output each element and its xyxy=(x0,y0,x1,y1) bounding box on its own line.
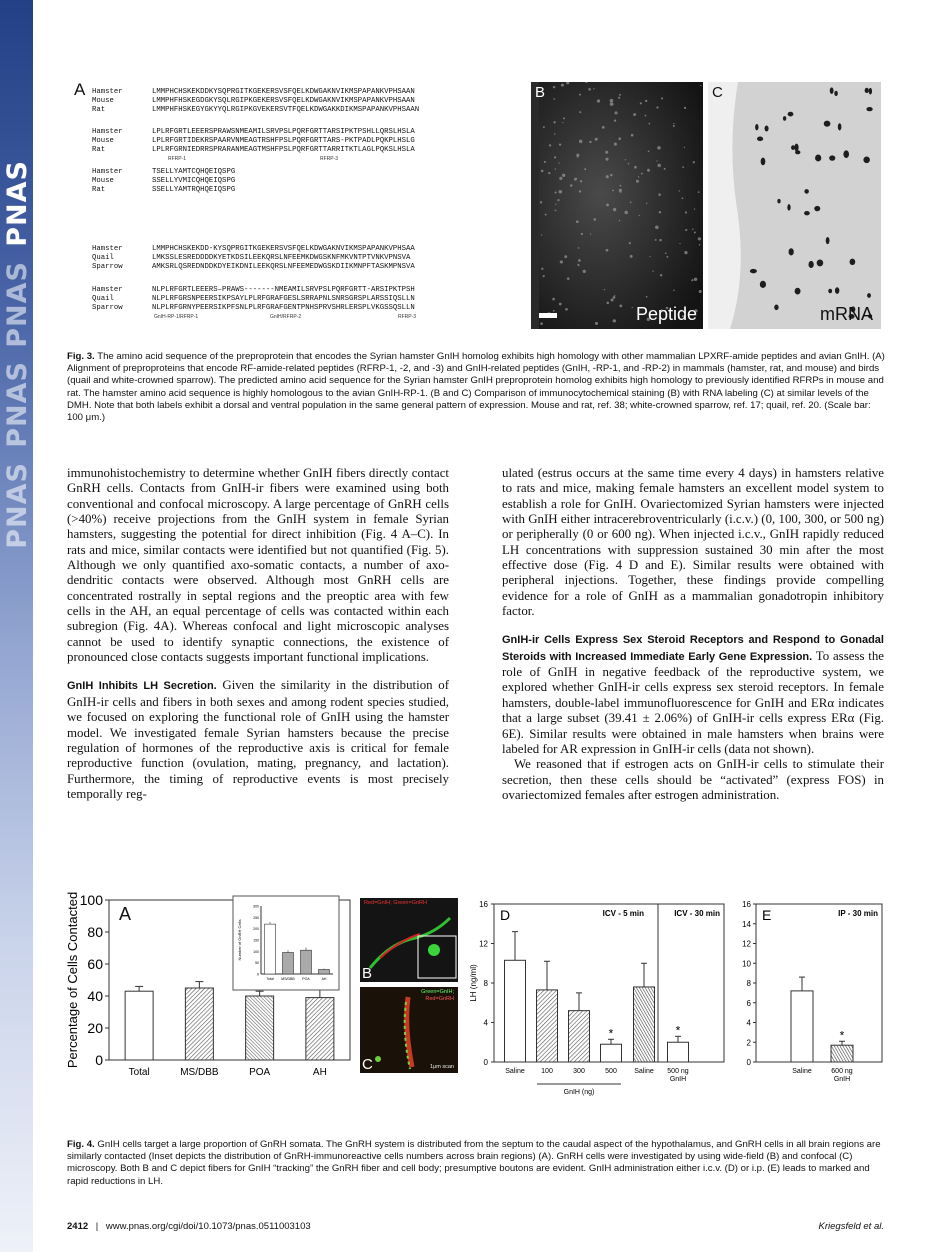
species-name: Hamster xyxy=(92,88,123,96)
inset-y-tick-label: 150 xyxy=(253,938,259,943)
x-tick-label: GnIH xyxy=(833,1076,851,1083)
x-tick-label: 500 ng xyxy=(667,1068,689,1075)
panel-letter: A xyxy=(74,80,86,99)
species-name: Hamster xyxy=(92,168,123,176)
bar xyxy=(634,987,655,1062)
running-author: Kriegsfeld et al. xyxy=(818,1221,884,1232)
y-tick-label: 2 xyxy=(746,1038,751,1048)
y-axis-label: LH (ng/ml) xyxy=(469,964,478,1002)
inset-x-tick-label: POA xyxy=(302,977,310,981)
amino-acid-sequence: LPLRFGRTLEEERSPRAWSNMEAMILSRVPSLPQRFGRTTARSIPKTPSHLLQRSLHSLA xyxy=(152,128,415,136)
peptide-label: RFRP-3 xyxy=(320,156,339,162)
page-number: 2412 xyxy=(67,1221,89,1232)
amino-acid-sequence: SSELLYVMICQHQEIQSPG xyxy=(152,177,236,186)
alignment-block-mammal-1 xyxy=(92,88,419,116)
group-header: IP - 30 min xyxy=(838,909,878,918)
peptide-label: GnIH/RFRP-2 xyxy=(270,314,302,320)
species-name: Quail xyxy=(92,295,114,304)
alignment-row xyxy=(92,186,235,195)
caption-text: GnIH cells target a large proportion of GnRH somata. The GnRH system is distributed from the septum to the caudal aspect of the hypothalamus, and GnRH cells in all brain regions are similarly contacted (Inset depicts the distribution of GnRH-immunoreactive cells numbers across brain regions) (A). GnRH cells were investigated by using wide-field (B) and confocal (C) microscopy. Both B and C depict fibers for GnIH “tracking” the GnRH fiber and cell body; presumptive boutons are evident. GnIH administration either i.c.v. (D) or i.p. (E) leads to marked and rapid reductions in LH. xyxy=(67,1139,881,1187)
amino-acid-sequence: LPLRFGRNIEDRRSPRARANMEAGTMSHFPSLPQRFGRTTARRITKTLAGLPQKSLHSLA xyxy=(152,146,415,155)
amino-acid-sequence: NLPLRFGRTLEEERS–PRAWS-------NMEAMILSRVPSLPQRFGRTT-ARSIPKTPSH xyxy=(152,286,415,294)
y-tick-label: 16 xyxy=(479,900,488,909)
panel-label: mRNA xyxy=(820,304,873,324)
chart-e xyxy=(734,898,884,1098)
y-tick-label: 6 xyxy=(746,998,751,1008)
paragraph: To assess the role of GnIH in negative feedback of the reproductive system, we explored whether GnIH-ir cells express sex steroid receptors. In female hamsters, double-label immunofluorescence for GnIH and ERα indicates that a large subset (39.41 ± 2.06%) of GnIH-ir cells express ERα (Fig. 6E). Similar results were obtained in male hamsters when brains were labeled for AR expression in GnIH-ir cells (data not shown). xyxy=(502,648,884,756)
bar xyxy=(125,991,153,1060)
fig3-panel-a xyxy=(74,80,524,329)
peptide-label: RFRP-1 xyxy=(168,156,187,162)
alignment-row xyxy=(92,286,415,295)
fig4-panels-bc xyxy=(360,898,458,1073)
bar xyxy=(505,960,526,1062)
fig3-caption xyxy=(67,351,885,424)
amino-acid-sequence: TSELLYAMTCQHQEIQSPG xyxy=(152,168,236,176)
stain-legend-line: Green=GnIH; xyxy=(421,989,454,995)
significance-star: * xyxy=(839,1028,845,1043)
caption-text: The amino acid sequence of the preproprotein that encodes the Syrian hamster GnIH homolog exhibits high homology with other mammalian LPXRF-amide peptides and avian GnIH. (A) Alignment of preproproteins that encode RF-amide-related peptides (RFRP-1, -2, and -3) and GnIH-related peptides (GnIH, -RP-1, and -RP-2) in mammals (hamster, rat, and mouse) and birds (quail and white-crowned sparrow). The predicted amino acid sequence for the Syrian hamster GnIH preproprotein homolog exhibits high homology to previously identified RFRPs in mouse and rat. The hamster amino acid sequence is highly homologous to the avian GnIH-RP-1. (B and C) Comparison of immunocytochemical staining (B) with RNA labeling (C) at similar levels of the DMH. Note that both labels exhibit a dorsal and ventral population in the same general pattern of expression. Mouse and rat, ref. 38; white-crowned sparrow, ref. 17; quail, ref. 20. (Scale bar: 100 μm.) xyxy=(67,351,885,424)
stain-legend-line: Red=GnRH xyxy=(425,996,454,1002)
section-heading: GnIH-ir Cells Express Sex Steroid Receptors and Respond to Gonadal Steroids with Increased Immediate Early Gene Expression. xyxy=(502,634,884,663)
alignment-row xyxy=(92,97,419,106)
amino-acid-sequence: LMKSSLESREDDDDKYETKDSILEEKQRSLNFEEMKDWGSKNFMKVNTPTVNKVPNSVA xyxy=(152,254,411,263)
scan-label: 1μm scan xyxy=(430,1064,454,1070)
x-tick-label: POA xyxy=(249,1067,271,1078)
caption-lead: Fig. 3. xyxy=(67,351,95,362)
alignment-row xyxy=(92,128,415,137)
caption-lead: Fig. 4. xyxy=(67,1139,95,1150)
y-tick-label: 8 xyxy=(483,979,488,988)
plot-frame xyxy=(756,904,882,1062)
x-tick-label: GnIH xyxy=(669,1076,687,1083)
fig4-panel-e xyxy=(734,898,884,1098)
inset-bar xyxy=(265,924,276,974)
inset-x-tick-label: AH xyxy=(321,977,327,981)
y-tick-label: 10 xyxy=(742,959,751,969)
y-tick-label: 40 xyxy=(87,988,103,1004)
species-name: Mouse xyxy=(92,97,114,106)
page-footer xyxy=(67,1221,311,1232)
alignment-row xyxy=(92,177,235,186)
amino-acid-sequence: LMMPHFHSKEGYGKYYQLRGIPKGVEKERSVTFQELKDWGAKKDIKMSPAPANKVPHSAAN xyxy=(152,106,420,115)
fig3-panel-c-micrograph xyxy=(708,82,881,329)
stain-legend xyxy=(421,989,454,1003)
inset-x-tick-label: Total xyxy=(266,977,274,981)
bar xyxy=(668,1042,689,1062)
brand-text-repeat: PNAS xyxy=(1,462,33,549)
peptide-label: GnIH-RP-1/RFRP-1 xyxy=(154,314,199,320)
y-tick-label: 12 xyxy=(479,939,488,949)
mrna-micrograph xyxy=(708,82,881,329)
y-tick-label: 80 xyxy=(87,924,103,940)
alignment-row xyxy=(92,146,415,155)
alignment-row xyxy=(92,168,235,177)
bar xyxy=(569,1011,590,1062)
paragraph: immunohistochemistry to determine whether GnIH fibers directly contact GnRH cells. Contacts from GnIH-ir fibers were examined using both conventional and confocal microscopy. A large percentage of GnRH cells (>40%) receive projections from the GnIH system in female Syrian hamsters, suggesting the potential for direct inhibition (Fig. 4 A–C). In rats and mice, similar contacts were identified but not quantified (Fig. 5). Although we only quantified axo-somatic contacts, a number of axo-dendritic contacts were observed. Although most GnRH cells are concentrated rostrally in septal regions and the preoptic area with few cells in the AH, an equal percentage of cells was contacted within each subregion (Fig. 4A). Whereas confocal and light microscopic analyses cannot be used to identify synaptic connections, the existence of pronounced close contacts suggests important functional implications. xyxy=(67,466,449,665)
inset-y-tick-label: 300 xyxy=(253,904,259,909)
right-column xyxy=(502,466,884,803)
bar xyxy=(185,988,213,1060)
alignment-row xyxy=(92,88,419,97)
fig4-panel-b-micrograph xyxy=(360,898,458,982)
significance-star: * xyxy=(675,1023,681,1038)
fig4-panel-a xyxy=(65,890,355,1090)
alignment-row xyxy=(92,137,415,146)
brand-text-repeat: PNAS xyxy=(1,361,33,449)
inset-bar xyxy=(301,950,312,974)
y-tick-label: 0 xyxy=(746,1058,751,1067)
x-tick-label: 500 xyxy=(605,1068,617,1075)
brand-text-repeat: PNAS xyxy=(1,260,33,348)
inset-y-tick-label: 200 xyxy=(253,927,259,932)
paragraph: We reasoned that if estrogen acts on GnIH-ir cells to stimulate their secretion, then these cells should be “activated” (express FOS) in ovariectomized females after estrogen administration. xyxy=(502,757,884,802)
x-tick-label: AH xyxy=(312,1067,327,1078)
bar xyxy=(791,991,813,1062)
fig4-panel-d xyxy=(466,898,729,1098)
inset-x-tick-label: MS/DBB xyxy=(281,977,295,981)
species-name: Hamster xyxy=(92,245,123,253)
inset-y-tick-label: 50 xyxy=(255,961,259,966)
species-name: Rat xyxy=(92,106,106,115)
species-name: Hamster xyxy=(92,286,123,294)
chart-a xyxy=(65,890,355,1090)
y-tick-label: 60 xyxy=(87,956,103,972)
separator: | xyxy=(95,1221,99,1232)
amino-acid-sequence: NLPLRFGRSNPEERSIKPSAYLPLRFGRAFGESLSRRAPNLSNRSGRSPLARSSIQSLLN xyxy=(152,295,415,304)
inset-y-tick-label: 100 xyxy=(253,949,259,954)
widefield-micrograph xyxy=(360,898,458,982)
amino-acid-sequence: AMKSRLQSREDNDDKDYEIKDNILEEKQRSLNFEEMEDWGSKDIIKMNPFTASKMPNSVA xyxy=(152,263,415,272)
x-tick-label: MS/DBB xyxy=(180,1067,219,1078)
x-tick-label: Saline xyxy=(505,1068,525,1075)
inset-frame xyxy=(233,896,339,990)
bar xyxy=(246,996,274,1060)
amino-acid-sequence: LMMPHCHSKEKDD-KYSQPRGITKGEKERSVSFQELKDWGAKNVIKMSPAPANKVPHSAA xyxy=(152,245,415,253)
species-name: Quail xyxy=(92,254,114,263)
paragraph: ulated (estrus occurs at the same time every 4 days) in hamsters relative to rats and mice, making female hamsters an excellent model system to establish a role for GnIH. Ovariectomized Syrian hamsters were injected with GnIH either intracerebroventricularly (i.c.v.) (0, 100, 300, or 500 ng) or peripherally (0 or 600 ng). When injected i.c.v., GnIH rapidly reduced LH concentrations with suppression sustained 30 min after the most effective dose (Fig. 4 D and E). Similar results were obtained with peripheral injections. Together, these findings provide compelling evidence for a role of GnIH as a mammalian gonadotropin inhibitory factor. xyxy=(502,466,884,619)
species-name: Rat xyxy=(92,186,106,195)
alignment-row xyxy=(92,254,415,263)
amino-acid-sequence: LPLRFGRTIDEKRSPAARVNMEAGTRSHFPSLPQRFGRTTARS-PKTPADLPQKPLHSLG xyxy=(152,137,415,146)
peptide-micrograph xyxy=(531,82,703,329)
panel-letter: A xyxy=(119,904,132,924)
alignment-row xyxy=(92,295,415,304)
x-tick-label: Total xyxy=(128,1067,150,1078)
alignment-block-avian-2 xyxy=(92,286,415,314)
species-name: Hamster xyxy=(92,128,123,136)
significance-star: * xyxy=(608,1026,614,1041)
alignment-row xyxy=(92,245,415,254)
y-tick-label: 0 xyxy=(483,1058,488,1067)
species-name: Sparrow xyxy=(92,304,123,313)
group-header: ICV - 30 min xyxy=(674,909,720,918)
group-header: ICV - 5 min xyxy=(602,909,644,918)
amino-acid-sequence: LMMPHCHSKEKDDKYSQPRGITKGEKERSVSFQELKDWGAKNVIKMSPAPANKVPHSAAN xyxy=(152,88,415,96)
y-tick-label: 4 xyxy=(483,1018,488,1028)
y-tick-label: 14 xyxy=(742,919,751,929)
doi-link[interactable]: www.pnas.org/cgi/doi/10.1073/pnas.0511003103 xyxy=(105,1221,311,1232)
panel-label: Peptide xyxy=(635,304,697,324)
y-tick-label: 0 xyxy=(95,1052,103,1068)
y-tick-label: 4 xyxy=(746,1018,751,1028)
x-axis-label: GnIH (ng) xyxy=(563,1089,595,1096)
journal-brand xyxy=(3,160,31,680)
x-tick-label: Saline xyxy=(792,1068,812,1075)
alignment-row xyxy=(92,263,415,272)
chart-d xyxy=(466,898,729,1098)
species-name: Mouse xyxy=(92,177,114,186)
panel-letter: C xyxy=(362,1056,373,1073)
y-tick-label: 16 xyxy=(742,900,751,909)
x-tick-label: 600 ng xyxy=(831,1068,853,1075)
bar xyxy=(537,990,558,1062)
x-tick-label: 100 xyxy=(541,1068,553,1075)
alignment-row xyxy=(92,106,419,115)
peptide-label: RFRP-3 xyxy=(398,314,417,320)
alignment-block-avian-1 xyxy=(92,245,415,273)
inset-y-tick-label: 250 xyxy=(253,915,259,920)
inset-bar xyxy=(283,952,294,974)
fig4-panel-c-micrograph xyxy=(360,987,458,1073)
species-name: Rat xyxy=(92,146,106,155)
bar xyxy=(306,998,334,1060)
panel-letter: B xyxy=(535,84,546,101)
inset-y-tick-label: 0 xyxy=(257,972,259,977)
fig3-panel-b-micrograph xyxy=(531,82,703,329)
journal-sidebar xyxy=(0,0,33,1252)
x-tick-label: Saline xyxy=(634,1068,654,1075)
inset-bar xyxy=(319,969,330,974)
paragraph: Given the similarity in the distribution of GnIH-ir cells and fibers in both sexes and among rodent species studied, we focused on exploring the functional role of GnIH using the hamster model. We investigated female Syrian hamsters because the precise regulation of hormones of the reproductive axis is critical for female reproductive function (ovulation, mating, pregnancy, and lactation). Furthermore, the timing of reproductive events is most precisely temporally reg- xyxy=(67,678,450,801)
x-tick-label: 300 xyxy=(573,1068,585,1075)
panel-letter: D xyxy=(500,907,511,923)
left-column xyxy=(67,466,449,802)
bar xyxy=(601,1044,622,1062)
panel-letter: E xyxy=(762,907,772,923)
y-tick-label: 20 xyxy=(87,1020,103,1036)
species-name: Sparrow xyxy=(92,263,123,272)
y-axis-label: Percentage of Cells Contacted xyxy=(65,891,80,1069)
inset-y-axis-label: Number of GnRH Cells xyxy=(237,919,242,961)
stain-legend: Red=GnIH; Green=GnRH xyxy=(364,900,427,906)
amino-acid-sequence: LMMPHFHSKEGDGKYSQLRGIPKGEKERSVSFQELKDWGAKNVIKMSPAPANKVPHSAAN xyxy=(152,97,415,106)
alignment-block-mammal-2 xyxy=(92,128,415,156)
amino-acid-sequence: SSELLYAMTRQHQEIQSPG xyxy=(152,186,236,195)
y-tick-label: 12 xyxy=(742,939,751,949)
panel-letter: B xyxy=(362,965,373,982)
brand-text: PNAS xyxy=(1,160,33,247)
section-heading: GnIH Inhibits LH Secretion. xyxy=(67,680,217,693)
species-name: Mouse xyxy=(92,137,114,146)
y-tick-label: 8 xyxy=(746,979,751,988)
y-tick-label: 100 xyxy=(79,892,103,908)
alignment-row xyxy=(92,304,415,313)
fig4-caption xyxy=(67,1139,885,1188)
amino-acid-sequence: NLPLRFGRNYPEERSIKPFSNLPLRFGRAFGENTPNHSPRVSHRLERSPLVKGSSQSLLN xyxy=(152,304,415,313)
scale-bar xyxy=(539,313,557,318)
panel-letter: C xyxy=(712,84,723,101)
bar xyxy=(831,1045,853,1062)
alignment-block-mammal-3 xyxy=(92,168,235,196)
